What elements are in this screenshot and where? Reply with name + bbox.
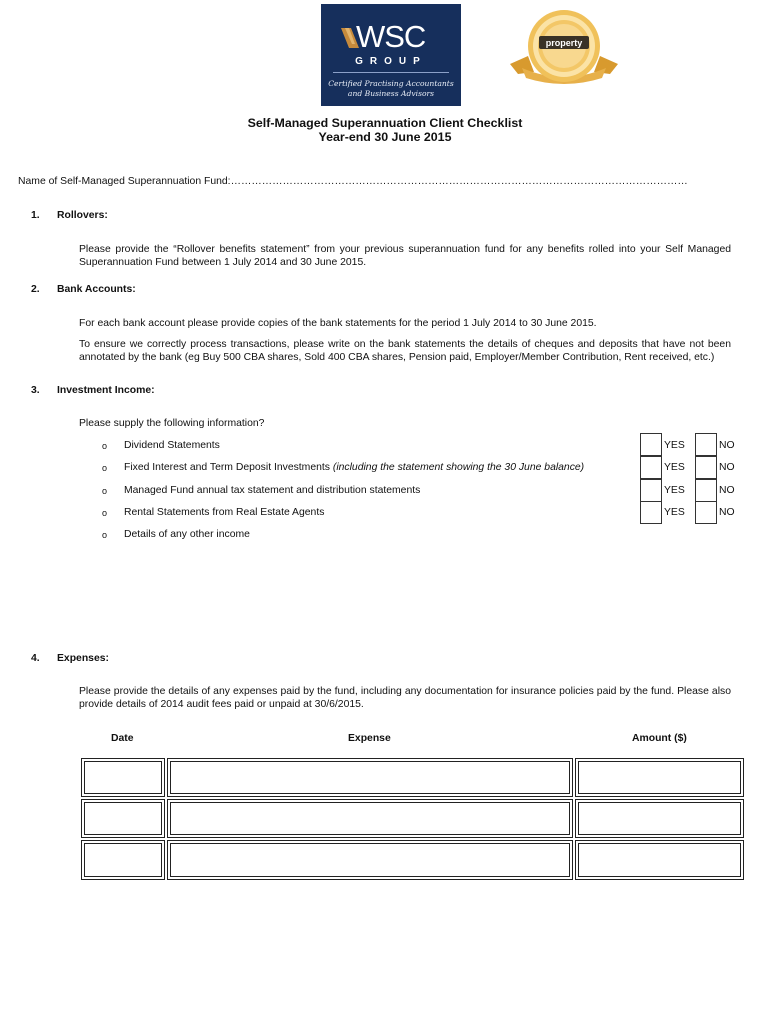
- rental-no-checkbox[interactable]: [695, 501, 717, 524]
- logo-divider: [333, 72, 449, 73]
- dividend-no-label: NO: [719, 440, 735, 451]
- rental-no-label: NO: [719, 507, 735, 518]
- property-seal-icon: [500, 8, 628, 84]
- item-dividend-statements: Dividend Statements: [124, 440, 220, 451]
- logo-brand: WSC: [356, 19, 426, 54]
- expense-row-3-date[interactable]: [81, 840, 165, 880]
- logo-group: GROUP: [355, 56, 427, 67]
- bullet-3: o: [102, 486, 108, 496]
- rental-yes-checkbox[interactable]: [640, 501, 662, 524]
- item-managed-fund: Managed Fund annual tax statement and distribution statements: [124, 485, 421, 496]
- section-expenses-title: Expenses:: [57, 653, 109, 664]
- rollovers-text: Please provide the “Rollover benefits statement” from your previous superannuation fund for any benefits rolled into your Self Managed Superannuation Fund between 1 July 2014 and 30 June 2015.: [79, 244, 731, 268]
- bank-text-1: For each bank account please provide copies of the bank statements for the period 1 July 2014 to 30 June 2015.: [79, 318, 597, 329]
- column-date: Date: [111, 733, 134, 744]
- bullet-5: o: [102, 530, 108, 540]
- logo-tagline: [321, 79, 461, 99]
- expense-row-1-expense[interactable]: [167, 758, 573, 797]
- expense-row-3-amount[interactable]: [575, 840, 744, 880]
- dividend-yes-checkbox[interactable]: [640, 433, 662, 456]
- column-expense: Expense: [348, 733, 391, 744]
- item-fixed-interest: [124, 462, 584, 473]
- expense-row-2-expense[interactable]: [167, 799, 573, 838]
- expense-row-1-amount[interactable]: [575, 758, 744, 797]
- seal-label: property: [545, 38, 583, 48]
- expenses-text: Please provide the details of any expenses paid by the fund, including any documentation for insurance policies paid by the fund. Please also provide details of 2014 audit fees paid or unpaid at 30/6/2015.: [79, 686, 731, 710]
- bullet-2: o: [102, 463, 108, 473]
- expense-row-3-expense[interactable]: [167, 840, 573, 880]
- rental-yes-label: YES: [664, 507, 685, 518]
- managed-fund-yes-label: YES: [664, 485, 685, 496]
- section-rollovers-title: Rollovers:: [57, 210, 108, 221]
- bullet-4: o: [102, 508, 108, 518]
- section-4-number: 4.: [31, 653, 40, 664]
- section-investment-title: Investment Income:: [57, 385, 155, 396]
- wsc-group-logo: [321, 4, 461, 106]
- fixed-interest-yes-label: YES: [664, 462, 685, 473]
- logo-tagline-line2: and Business Advisors: [347, 89, 435, 98]
- section-2-number: 2.: [31, 284, 40, 295]
- fixed-interest-no-checkbox[interactable]: [695, 456, 717, 479]
- managed-fund-yes-checkbox[interactable]: [640, 479, 662, 502]
- expense-row-1-date[interactable]: [81, 758, 165, 797]
- item-rental-statements: Rental Statements from Real Estate Agents: [124, 507, 325, 518]
- page-subtitle: Year-end 30 June 2015: [318, 130, 452, 144]
- fixed-interest-no-label: NO: [719, 462, 735, 473]
- fund-name-field[interactable]: Name of Self-Managed Superannuation Fund:……………………………………………………………………………………………………………………: [18, 176, 688, 187]
- managed-fund-no-label: NO: [719, 485, 735, 496]
- logo-tagline-line1: Certified Practising Accountants: [328, 79, 454, 88]
- dividend-yes-label: YES: [664, 440, 685, 451]
- expense-row-2-date[interactable]: [81, 799, 165, 838]
- bank-text-2: To ensure we correctly process transactions, please write on the bank statements the details of cheques and deposits that have not been annotated by the bank (eg Buy 500 CBA shares, Sold 400 CBA shares, Pension paid, Employer/Member Contribution, Rent received, etc.): [79, 339, 731, 363]
- expense-row-2-amount[interactable]: [575, 799, 744, 838]
- item-other-income: Details of any other income: [124, 529, 250, 540]
- investment-intro: Please supply the following information?: [79, 418, 265, 429]
- page-title: Self-Managed Superannuation Client Checklist: [247, 116, 523, 130]
- fixed-interest-yes-checkbox[interactable]: [640, 456, 662, 479]
- bullet-1: o: [102, 441, 108, 451]
- item-fixed-interest-note: (including the statement showing the 30 June balance): [332, 462, 585, 473]
- dividend-no-checkbox[interactable]: [695, 433, 717, 456]
- item-fixed-interest-label: Fixed Interest and Term Deposit Investments: [124, 462, 333, 473]
- section-3-number: 3.: [31, 385, 40, 396]
- column-amount: Amount ($): [632, 733, 687, 744]
- managed-fund-no-checkbox[interactable]: [695, 479, 717, 502]
- section-bank-title: Bank Accounts:: [57, 284, 136, 295]
- section-1-number: 1.: [31, 210, 40, 221]
